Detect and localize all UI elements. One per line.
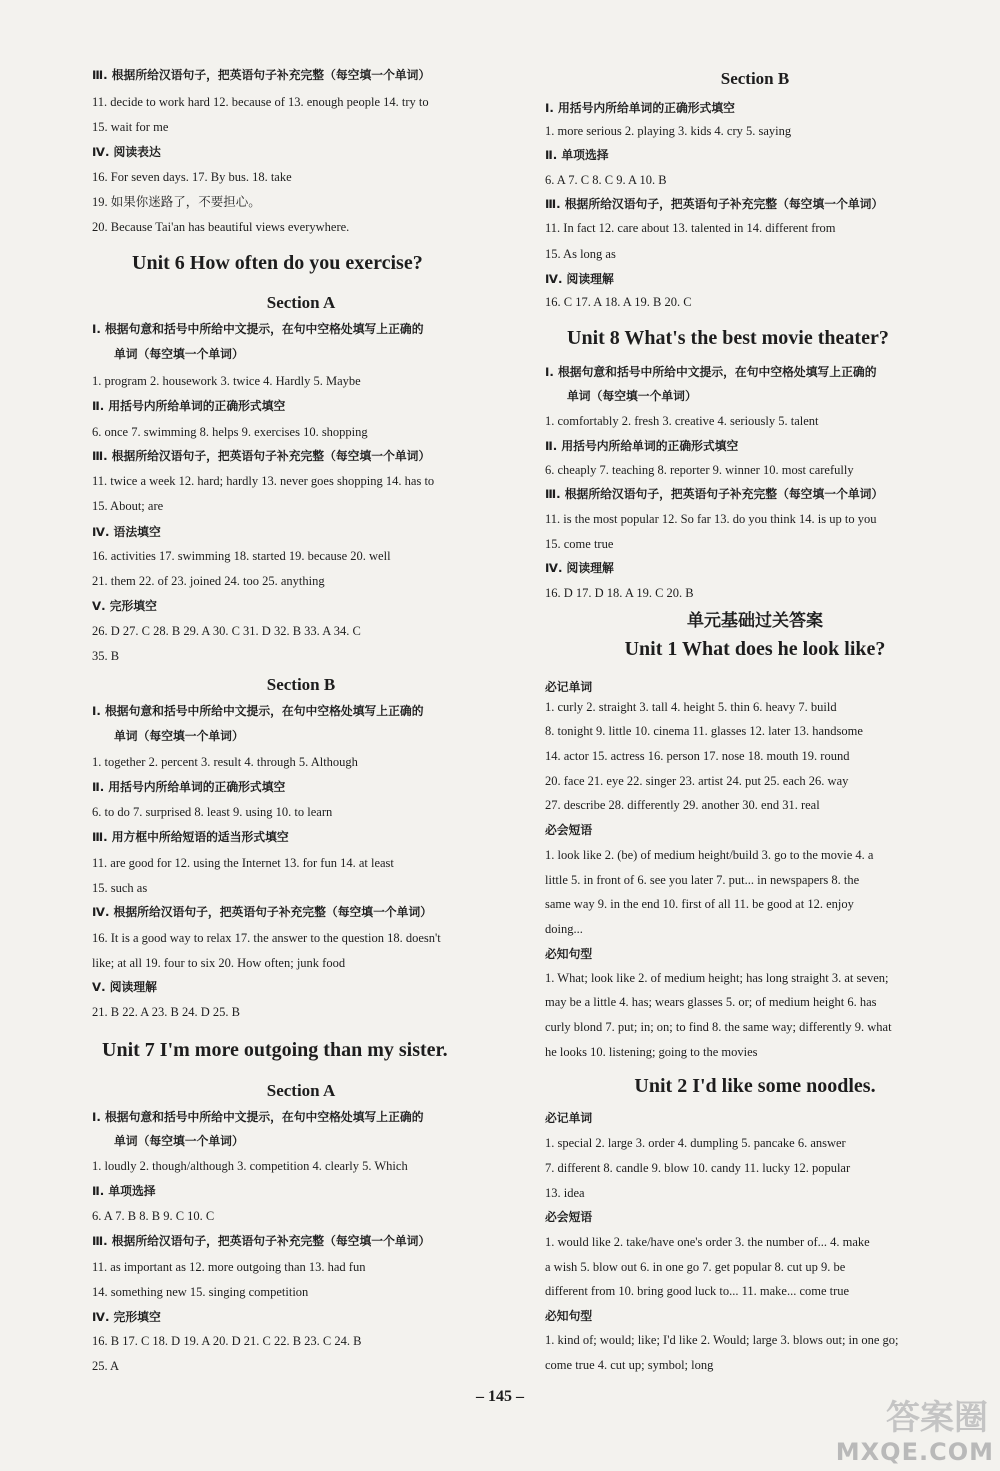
answer-line: 14. something new 15. singing competition bbox=[92, 1285, 309, 1299]
answer-line: 20. Because Tai'an has beautiful views everywhere. bbox=[92, 220, 350, 234]
answer-line: doing... bbox=[545, 922, 583, 936]
watermark bbox=[814, 1390, 994, 1468]
answer-line: 1. loudly 2. though/although 3. competition 4. clearly 5. Which bbox=[92, 1159, 408, 1173]
exercise-heading: 必会短语 bbox=[545, 823, 593, 837]
exercise-heading: Ⅳ. 阅读理解 bbox=[545, 272, 614, 286]
answer-line: 15. wait for me bbox=[92, 120, 169, 134]
exercise-heading: Ⅰ. 根据句意和括号中所给中文提示，在句中空格处填写上正确的 bbox=[92, 322, 424, 336]
answer-line: 6. once 7. swimming 8. helps 9. exercises 10. shopping bbox=[92, 425, 368, 439]
exercise-heading: 必记单词 bbox=[545, 1111, 593, 1125]
answer-line: 6. to do 7. surprised 8. least 9. using 10. to learn bbox=[92, 805, 333, 819]
unit-title: Unit 6 How often do you exercise? bbox=[132, 252, 423, 274]
section-title: Section B bbox=[266, 675, 336, 694]
exercise-heading: 单词（每空填一个单词） bbox=[114, 347, 244, 361]
answer-line: 6. A 7. B 8. B 9. C 10. C bbox=[92, 1209, 215, 1223]
exercise-heading: Ⅲ. 根据所给汉语句子，把英语句子补充完整（每空填一个单词） bbox=[92, 449, 431, 463]
exercise-heading: Ⅱ. 单项选择 bbox=[545, 148, 609, 162]
answer-line: 21. B 22. A 23. B 24. D 25. B bbox=[92, 1005, 240, 1019]
exercise-heading: 单词（每空填一个单词） bbox=[114, 1134, 244, 1148]
answer-line: 13. idea bbox=[545, 1186, 585, 1200]
exercise-heading: Ⅲ. 根据所给汉语句子，把英语句子补充完整（每空填一个单词） bbox=[545, 197, 884, 211]
answer-line: same way 9. in the end 10. first of all 11. be good at 12. enjoy bbox=[545, 897, 854, 911]
answer-line: 19. 如果你迷路了，不要担心。 bbox=[92, 195, 261, 209]
answer-line: may be a little 4. has; wears glasses 5. or; of medium height 6. has bbox=[545, 995, 877, 1009]
answer-line: 1. curly 2. straight 3. tall 4. height 5. thin 6. heavy 7. build bbox=[545, 700, 837, 714]
exercise-heading: 必会短语 bbox=[545, 1210, 593, 1224]
answer-line: 15. such as bbox=[92, 881, 148, 895]
answer-line: 11. is the most popular 12. So far 13. do you think 14. is up to you bbox=[545, 512, 877, 526]
answer-line: 1. together 2. percent 3. result 4. through 5. Although bbox=[92, 755, 358, 769]
unit-title: Unit 1 What does he look like? bbox=[624, 638, 886, 660]
answer-line: 1. kind of; would; like; I'd like 2. Would; large 3. blows out; in one go; bbox=[545, 1333, 899, 1347]
exercise-heading: Ⅰ. 用括号内所给单词的正确形式填空 bbox=[545, 101, 735, 115]
exercise-heading: Ⅳ. 完形填空 bbox=[92, 1310, 161, 1324]
answer-line: come true 4. cut up; symbol; long bbox=[545, 1358, 714, 1372]
answer-set-title: 单元基础过关答案 bbox=[687, 611, 823, 631]
exercise-heading: Ⅰ. 根据句意和括号中所给中文提示，在句中空格处填写上正确的 bbox=[545, 365, 877, 379]
exercise-heading: 单词（每空填一个单词） bbox=[567, 389, 697, 403]
answer-line: 1. special 2. large 3. order 4. dumpling 5. pancake 6. answer bbox=[545, 1136, 846, 1150]
answer-line: 1. more serious 2. playing 3. kids 4. cry 5. saying bbox=[545, 124, 792, 138]
exercise-heading: 单词（每空填一个单词） bbox=[114, 729, 244, 743]
answer-line: a wish 5. blow out 6. in one go 7. get popular 8. cut up 9. be bbox=[545, 1260, 846, 1274]
answer-line: he looks 10. listening; going to the movies bbox=[545, 1045, 758, 1059]
answer-line: 16. For seven days. 17. By bus. 18. take bbox=[92, 170, 292, 184]
answer-line: 16. It is a good way to relax 17. the answer to the question 18. doesn't bbox=[92, 931, 441, 945]
answer-line: 1. program 2. housework 3. twice 4. Hardly 5. Maybe bbox=[92, 374, 361, 388]
answer-line: 1. comfortably 2. fresh 3. creative 4. seriously 5. talent bbox=[545, 414, 819, 428]
answer-line: 11. are good for 12. using the Internet 13. for fun 14. at least bbox=[92, 856, 394, 870]
answer-line: like; at all 19. four to six 20. How often; junk food bbox=[92, 956, 346, 970]
answer-line: 21. them 22. of 23. joined 24. too 25. anything bbox=[92, 574, 325, 588]
unit-title: Unit 7 I'm more outgoing than my sister. bbox=[102, 1039, 448, 1061]
answer-line: 1. What; look like 2. of medium height; has long straight 3. at seven; bbox=[545, 971, 889, 985]
answer-line: 16. B 17. C 18. D 19. A 20. D 21. C 22. B 23. C 24. B bbox=[92, 1334, 362, 1348]
answer-line: 16. D 17. D 18. A 19. C 20. B bbox=[545, 586, 694, 600]
exercise-heading: Ⅱ. 用括号内所给单词的正确形式填空 bbox=[545, 439, 739, 453]
answer-line: 11. as important as 12. more outgoing than 13. had fun bbox=[92, 1260, 366, 1274]
exercise-heading: Ⅴ. 完形填空 bbox=[92, 599, 157, 613]
answer-line: 8. tonight 9. little 10. cinema 11. glasses 12. later 13. handsome bbox=[545, 724, 863, 738]
exercise-heading: Ⅱ. 单项选择 bbox=[92, 1184, 156, 1198]
exercise-heading: Ⅰ. 根据句意和括号中所给中文提示，在句中空格处填写上正确的 bbox=[92, 1110, 424, 1124]
exercise-heading: Ⅳ. 阅读表达 bbox=[92, 145, 161, 159]
unit-title: Unit 8 What's the best movie theater? bbox=[567, 327, 889, 349]
page-number: – 145 – bbox=[476, 1388, 524, 1405]
answer-line: 6. cheaply 7. teaching 8. reporter 9. winner 10. most carefully bbox=[545, 463, 854, 477]
answer-line: 35. B bbox=[92, 649, 120, 663]
exercise-heading: Ⅱ. 用括号内所给单词的正确形式填空 bbox=[92, 399, 286, 413]
answer-line: 16. C 17. A 18. A 19. B 20. C bbox=[545, 295, 692, 309]
answer-line: 11. decide to work hard 12. because of 13. enough people 14. try to bbox=[92, 95, 429, 109]
watermark-site: MXQE.COM bbox=[835, 1438, 994, 1466]
exercise-heading: Ⅱ. 用括号内所给单词的正确形式填空 bbox=[92, 780, 286, 794]
exercise-heading: 必记单词 bbox=[545, 680, 593, 694]
exercise-heading: 必知句型 bbox=[545, 947, 593, 961]
answer-line: 1. would like 2. take/have one's order 3. the number of... 4. make bbox=[545, 1235, 870, 1249]
exercise-heading: Ⅳ. 语法填空 bbox=[92, 525, 161, 539]
exercise-heading: Ⅰ. 根据句意和括号中所给中文提示，在句中空格处填写上正确的 bbox=[92, 704, 424, 718]
answer-line: 20. face 21. eye 22. singer 23. artist 24. put 25. each 26. way bbox=[545, 774, 849, 788]
exercise-heading: Ⅲ. 根据所给汉语句子，把英语句子补充完整（每空填一个单词） bbox=[92, 1234, 431, 1248]
answer-line: 25. A bbox=[92, 1359, 120, 1373]
answer-line: 15. As long as bbox=[545, 247, 616, 261]
answer-line: 15. come true bbox=[545, 537, 614, 551]
exercise-heading: Ⅲ. 根据所给汉语句子，把英语句子补充完整（每空填一个单词） bbox=[92, 68, 431, 82]
answer-line: 1. look like 2. (be) of medium height/build 3. go to the movie 4. a bbox=[545, 848, 874, 862]
answer-line: 14. actor 15. actress 16. person 17. nose 18. mouth 19. round bbox=[545, 749, 850, 763]
answer-line: 26. D 27. C 28. B 29. A 30. C 31. D 32. B 33. A 34. C bbox=[92, 624, 361, 638]
exercise-heading: Ⅳ. 根据所给汉语句子，把英语句子补充完整（每空填一个单词） bbox=[92, 905, 433, 919]
answer-line: 11. twice a week 12. hard; hardly 13. never goes shopping 14. has to bbox=[92, 474, 435, 488]
unit-title: Unit 2 I'd like some noodles. bbox=[634, 1075, 876, 1097]
answer-line: 16. activities 17. swimming 18. started 19. because 20. well bbox=[92, 549, 391, 563]
watermark-logo: 答案圈 bbox=[886, 1398, 988, 1438]
answer-line: 27. describe 28. differently 29. another 30. end 31. real bbox=[545, 798, 820, 812]
exercise-heading: Ⅲ. 根据所给汉语句子，把英语句子补充完整（每空填一个单词） bbox=[545, 487, 884, 501]
exercise-heading: 必知句型 bbox=[545, 1309, 593, 1323]
answer-line: 15. About; are bbox=[92, 499, 164, 513]
section-title: Section B bbox=[720, 69, 790, 88]
section-title: Section A bbox=[266, 293, 336, 312]
exercise-heading: Ⅲ. 用方框中所给短语的适当形式填空 bbox=[92, 830, 289, 844]
answer-line: 6. A 7. C 8. C 9. A 10. B bbox=[545, 173, 667, 187]
answer-line: 11. In fact 12. care about 13. talented in 14. different from bbox=[545, 221, 836, 235]
answer-line: curly blond 7. put; in; on; to find 8. the same way; differently 9. what bbox=[545, 1020, 892, 1034]
section-title: Section A bbox=[266, 1081, 336, 1100]
answer-line: 7. different 8. candle 9. blow 10. candy 11. lucky 12. popular bbox=[545, 1161, 851, 1175]
answer-line: different from 10. bring good luck to... 11. make... come true bbox=[545, 1284, 850, 1298]
exercise-heading: Ⅴ. 阅读理解 bbox=[92, 980, 157, 994]
answer-line: little 5. in front of 6. see you later 7. put... in newspapers 8. the bbox=[545, 873, 860, 887]
exercise-heading: Ⅳ. 阅读理解 bbox=[545, 561, 614, 575]
